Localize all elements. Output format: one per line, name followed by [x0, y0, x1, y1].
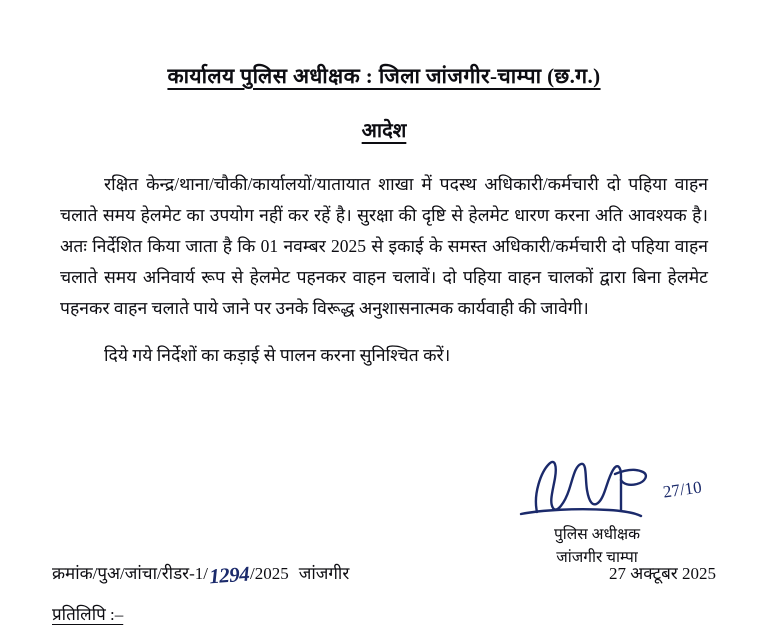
office-heading: कार्यालय पुलिस अधीक्षक : जिला जांजगीर-चाम्पा (छ.ग.)	[167, 64, 601, 88]
memo-place: जांजगीर	[298, 564, 350, 583]
signature-date-handwritten: 27/10	[662, 477, 704, 502]
memo-number-handwritten: 1294	[208, 561, 250, 589]
signature-designation-line-1: पुलिस अधीक्षक	[553, 526, 641, 543]
memo-number-prefix: क्रमांक/पुअ/जांचा/रीडर-1/	[52, 564, 208, 583]
document-page	[0, 62, 768, 636]
memo-number-block	[52, 560, 350, 589]
order-paragraph-1: रक्षित केन्द्र/थाना/चौकी/कार्यालयों/यातायात शाखा में पदस्थ अधिकारी/कर्मचारी दो पहिया वाहन चलाते समय हेलमेट का उपयोग नहीं कर रहें है। सुरक्षा की दृष्टि से हेलमेट धारण करना अति आवश्यक है। अतः निर्देशित किया जाता है कि 01 नवम्बर 2025 से इकाई के समस्त अधिकारी/कर्मचारी दो पहिया वाहन चलाते समय अनिवार्य रूप से हेलमेट पहनकर वाहन चलावें। दो पहिया वाहन चालकों द्वारा बिना हेलमेट पहनकर वाहन चलाते पाये जाने पर उनके विरूद्ध अनुशासनात्मक कार्यवाही की जावेगी।	[60, 174, 708, 318]
memo-number-suffix: /2025	[250, 564, 289, 583]
footer-row	[52, 560, 716, 589]
order-title: आदेश	[361, 120, 407, 142]
order-paragraph-2: दिये गये निर्देशों का कड़ाई से पालन करना सुनिश्चित करें।	[104, 345, 451, 365]
copy-to-label: प्रतिलिपि :–	[52, 605, 124, 624]
signature-designation-line-2: जांजगीर चाम्पा	[556, 549, 638, 566]
signature-block	[482, 454, 712, 568]
memo-date: 27 अक्टूबर 2025	[609, 564, 716, 583]
